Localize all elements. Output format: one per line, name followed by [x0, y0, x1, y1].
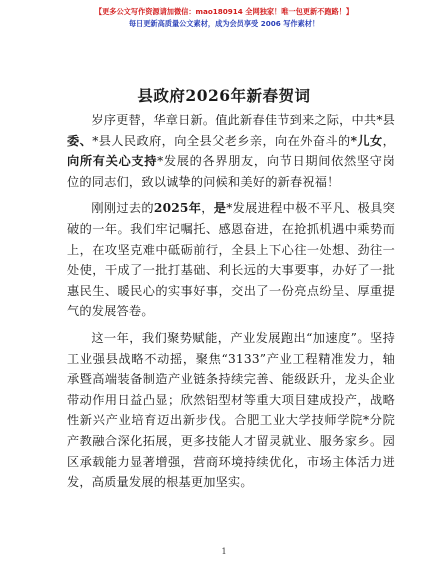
text-segment: 刚刚过去的: [91, 201, 154, 216]
document-title: 县政府2026年新春贺词: [137, 86, 311, 105]
text-segment: 这一年，我们聚势赋能，产业发展跑出“加速度”。坚持工业强县战略不动摇，聚焦“3133”产业工程精准发力，轴承暨高端装备制造产业链条持续完善、能级跃升，龙头企业带动作用日益凸显；欣然铝型材等重大项目建成投产，战略性新兴产业培育迈出新步伐。合肥工业大学技师学院*分院产教融合深化拓展，更多技能人才留灵就业、服务家乡。园区承载能力显著增强，营商环境持续优化，市场主体活力迸发，高质量发展的根基更加坚实。: [67, 330, 395, 490]
paragraph-3: [67, 328, 395, 493]
bold-segment: 2025年: [153, 201, 202, 216]
bold-segment: 委、: [67, 133, 93, 148]
promo-line-1: 【更多公文写作资源请加微信：mao180914 全网独家！唯一包更新不跑路！】: [94, 7, 354, 16]
promo-line-2: 每日更新高质量公文素材，成为会员享受 2006 写作素材！: [128, 19, 320, 28]
bold-segment: 向所有关心支持: [67, 154, 158, 169]
text-segment: ，: [201, 201, 214, 216]
page-number: 1: [221, 547, 227, 556]
paragraph-1: [67, 110, 395, 192]
text-segment: ，: [382, 133, 396, 148]
paragraph-2: [67, 198, 395, 322]
bold-segment: 是: [213, 201, 227, 216]
bold-segment: *儿女: [350, 133, 383, 148]
text-segment: *发展进程中极不平凡、极具突破的一年。我们牢记嘱托、感恩奋进，在抢抓机遇中乘势而上，在攻坚克难中砥砺前行，全县上下心往一处想、劲往一处使，干成了一批打基础、利长远的大事要事，办好了一批惠民生、暖民心的实事好事，交出了一份亮点纷呈、厚重提气的发展答卷。: [67, 201, 396, 319]
text-segment: 岁序更替，华章日新。值此新春佳节到来之际，中共*县: [91, 113, 395, 127]
promo-banner: [0, 6, 448, 30]
document-body: [67, 110, 395, 499]
text-segment: *县人民政府，向全县父老乡亲，向在外奋斗的: [92, 133, 351, 148]
text-segment: *发展的各界朋友，向节日期间依然坚守岗位的同志们，致以诚挚的问候和美好的新春祝福！: [67, 154, 395, 189]
